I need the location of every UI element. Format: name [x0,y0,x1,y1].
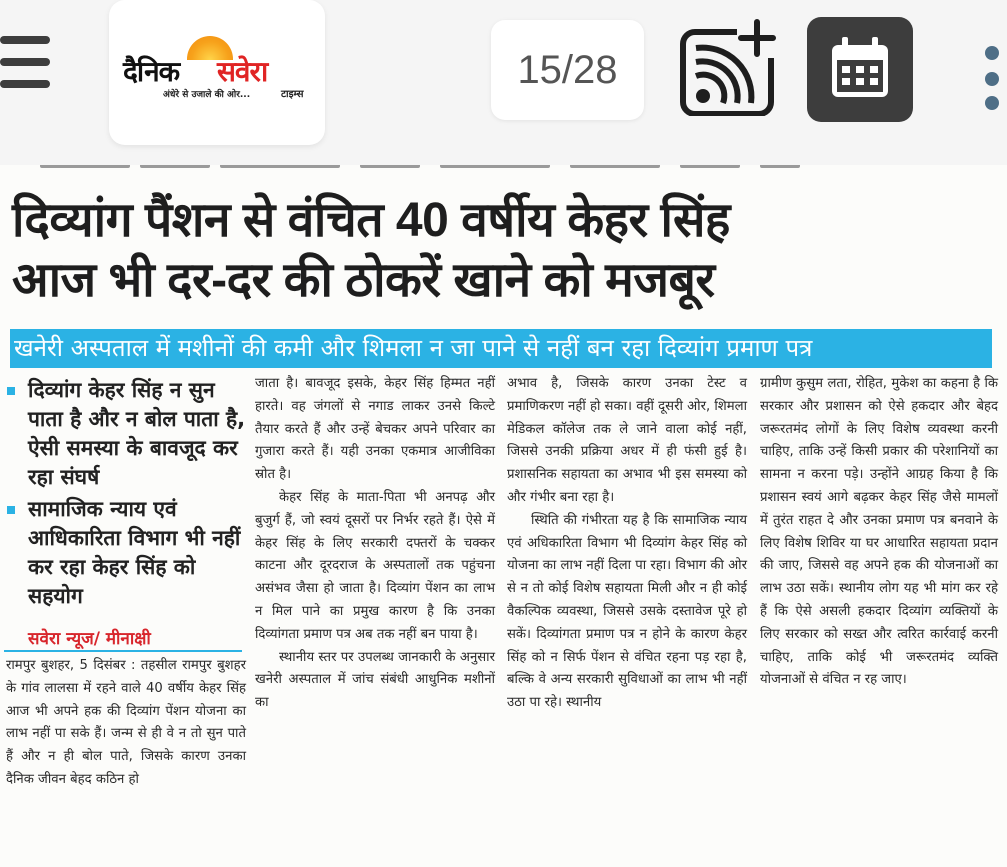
highlight-item [4,495,248,611]
highlight-text: सामाजिक न्याय एवं आधिकारिता विभाग भी नहीं कर रहा केहर सिंह को सहयोग [28,497,241,608]
hamburger-menu-icon[interactable] [0,36,52,90]
paragraph: ग्रामीण कुसुम लता, रोहित, मुकेश का कहना है कि सरकार और प्रशासन को ऐसे हकदार और बेहद जरूरतमंद लोगों के लिए विशेष व्यवस्था करनी चाहिए, ताकि उन्हें किसी प्रकार की परेशानियों का सामना न करना पड़े। उन्होंने आग्रह किया है कि प्रशासन स्वयं आगे बढ़कर केहर सिंह जैसे मामलों में तुरंत राहत दे और उनका प्रमाण पत्र बनवाने के लिए विशेष शिविर या घर आधारित सहायता प्रदान की जाए, जिससे वह अपने हक की योजनाओं का लाभ उठा सकें। स्थानीय लोग यह भी मांग कर रहे हैं कि ऐसे असली हकदार दिव्यांग व्यक्तियों के लिए सरकार को सख्त और त्वरित कार्रवाई करनी चाहिए, ताकि कोई भी जरूरतमंद व्यक्ति योजनाओं से वंचित न रह जाए। [760,376,998,688]
newspaper-logo[interactable] [109,0,325,145]
article-column-1 [6,655,246,792]
headline-line-2: आज भी दर-दर की ठोकरें खाने को मजबूर [12,254,715,307]
article-column-2 [255,373,495,715]
paragraph: स्थिति की गंभीरता यह है कि सामाजिक न्याय एवं अधिकारिता विभाग भी दिव्यांग केहर सिंह को योजना का लाभ नहीं दिला पा रहा। विभाग की ओर से न तो कोई विशेष सहायता मिली और न ही कोई वैकल्पिक व्यवस्था, जिससे उसके दस्तावेज पूरे हो सकें। दिव्यांगता प्रमाण पत्र न होने के कारण केहर सिंह को न सिर्फ पेंशन से वंचित रहना पड़ रहा है, बल्कि वे अन्य सरकारी सुविधाओं का लाभ भी नहीं उठा पा रहे। स्थानीय [507,512,747,711]
highlight-item [4,376,248,492]
article-column-3 [507,373,747,715]
divider [4,650,242,652]
news-article [0,165,1007,867]
calendar-icon [807,17,913,122]
paragraph: रामपुर बुशहर, 5 दिसंबर : तहसील रामपुर बुशहर के गांव लालसा में रहने वाले 40 वर्षीय केहर सिंह आज भी अपने हक की दिव्यांग पेंशन योजना का लाभ नहीं पा सके हैं। जन्म से ही वे न तो सुन पाते हैं और न ही बोल पाते, जिसके कारण उनका दैनिक जीवन बेहद कठिन हो [6,658,246,787]
highlights-box [4,376,248,614]
app-bar [0,0,1007,165]
byline: सवेरा न्यूज/ मीनाक्षी [28,629,151,649]
article-headline [12,191,997,311]
logo-tagline: अंधेरे से उजाले की ओर... [163,90,251,100]
paragraph: केहर सिंह के माता-पिता भी अनपढ़ और बुजुर्ग हैं, जो स्वयं दूसरों पर निर्भर रहते हैं। ऐसे में केहर सिंह के लिए सरकारी दफ्तरों के चक्कर काटना और दूरदराज के अस्पतालों तक पहुंचना असंभव जैसा हो जाता है। दिव्यांग पेंशन का लाभ न मिल पाने का प्रमुख कारण है कि उनका दिव्यांगता प्रमाण पत्र अब तक नहीं बन पाया है। [255,489,495,642]
subheadline: खनेरी अस्पताल में मशीनों की कमी और शिमला न जा पाने से नहीं बन रहा दिव्यांग प्रमाण पत्र [10,329,992,368]
square-bullet-icon [7,387,15,395]
paragraph: जाता है। बावजूद इसके, केहर सिंह हिम्मत नहीं हारते। वह जंगलों से नगाड लाकर उनसे किल्टे तैयार करते हैं और उन्हें बेचकर अपने परिवार का गुजारा करते हैं। यही उनका एकमात्र आजीविका स्रोत है। [255,376,495,483]
square-bullet-icon [7,506,15,514]
article-column-4 [760,373,998,692]
logo-suffix: टाइम्स [281,89,304,100]
calendar-button[interactable] [807,17,913,122]
vertical-dots-icon[interactable] [980,46,1007,112]
highlight-text: दिव्यांग केहर सिंह न सुन पाता है और न बोल पाता है, ऐसी समस्या के बावजूद कर रहा संघर्ष [28,378,246,489]
paragraph: अभाव है, जिसके कारण उनका टेस्ट व प्रमाणिकरण नहीं हो सका। वहीं दूसरी ओर, शिमला मेडिकल कॉलेज तक ले जाने वाला कोई नहीं, जिससे उनकी प्रक्रिया अधर में ही फंसी हुई है। प्रशासनिक सहायता का अभाव भी इस समस्या को और गंभीर बना रहा है। [507,376,747,505]
logo-name-part2: सवेरा [217,55,268,88]
rss-add-icon[interactable] [679,18,777,116]
paragraph: स्थानीय स्तर पर उपलब्ध जानकारी के अनुसार खनेरी अस्पताल में जांच संबंधी आधुनिक मशीनों का [255,649,495,711]
logo-name-part1: दैनिक [123,55,180,88]
clipped-text-line [0,165,1007,173]
page-counter[interactable]: 15/28 [491,20,644,120]
headline-line-1: दिव्यांग पैंशन से वंचित 40 वर्षीय केहर सिंह [12,194,730,247]
